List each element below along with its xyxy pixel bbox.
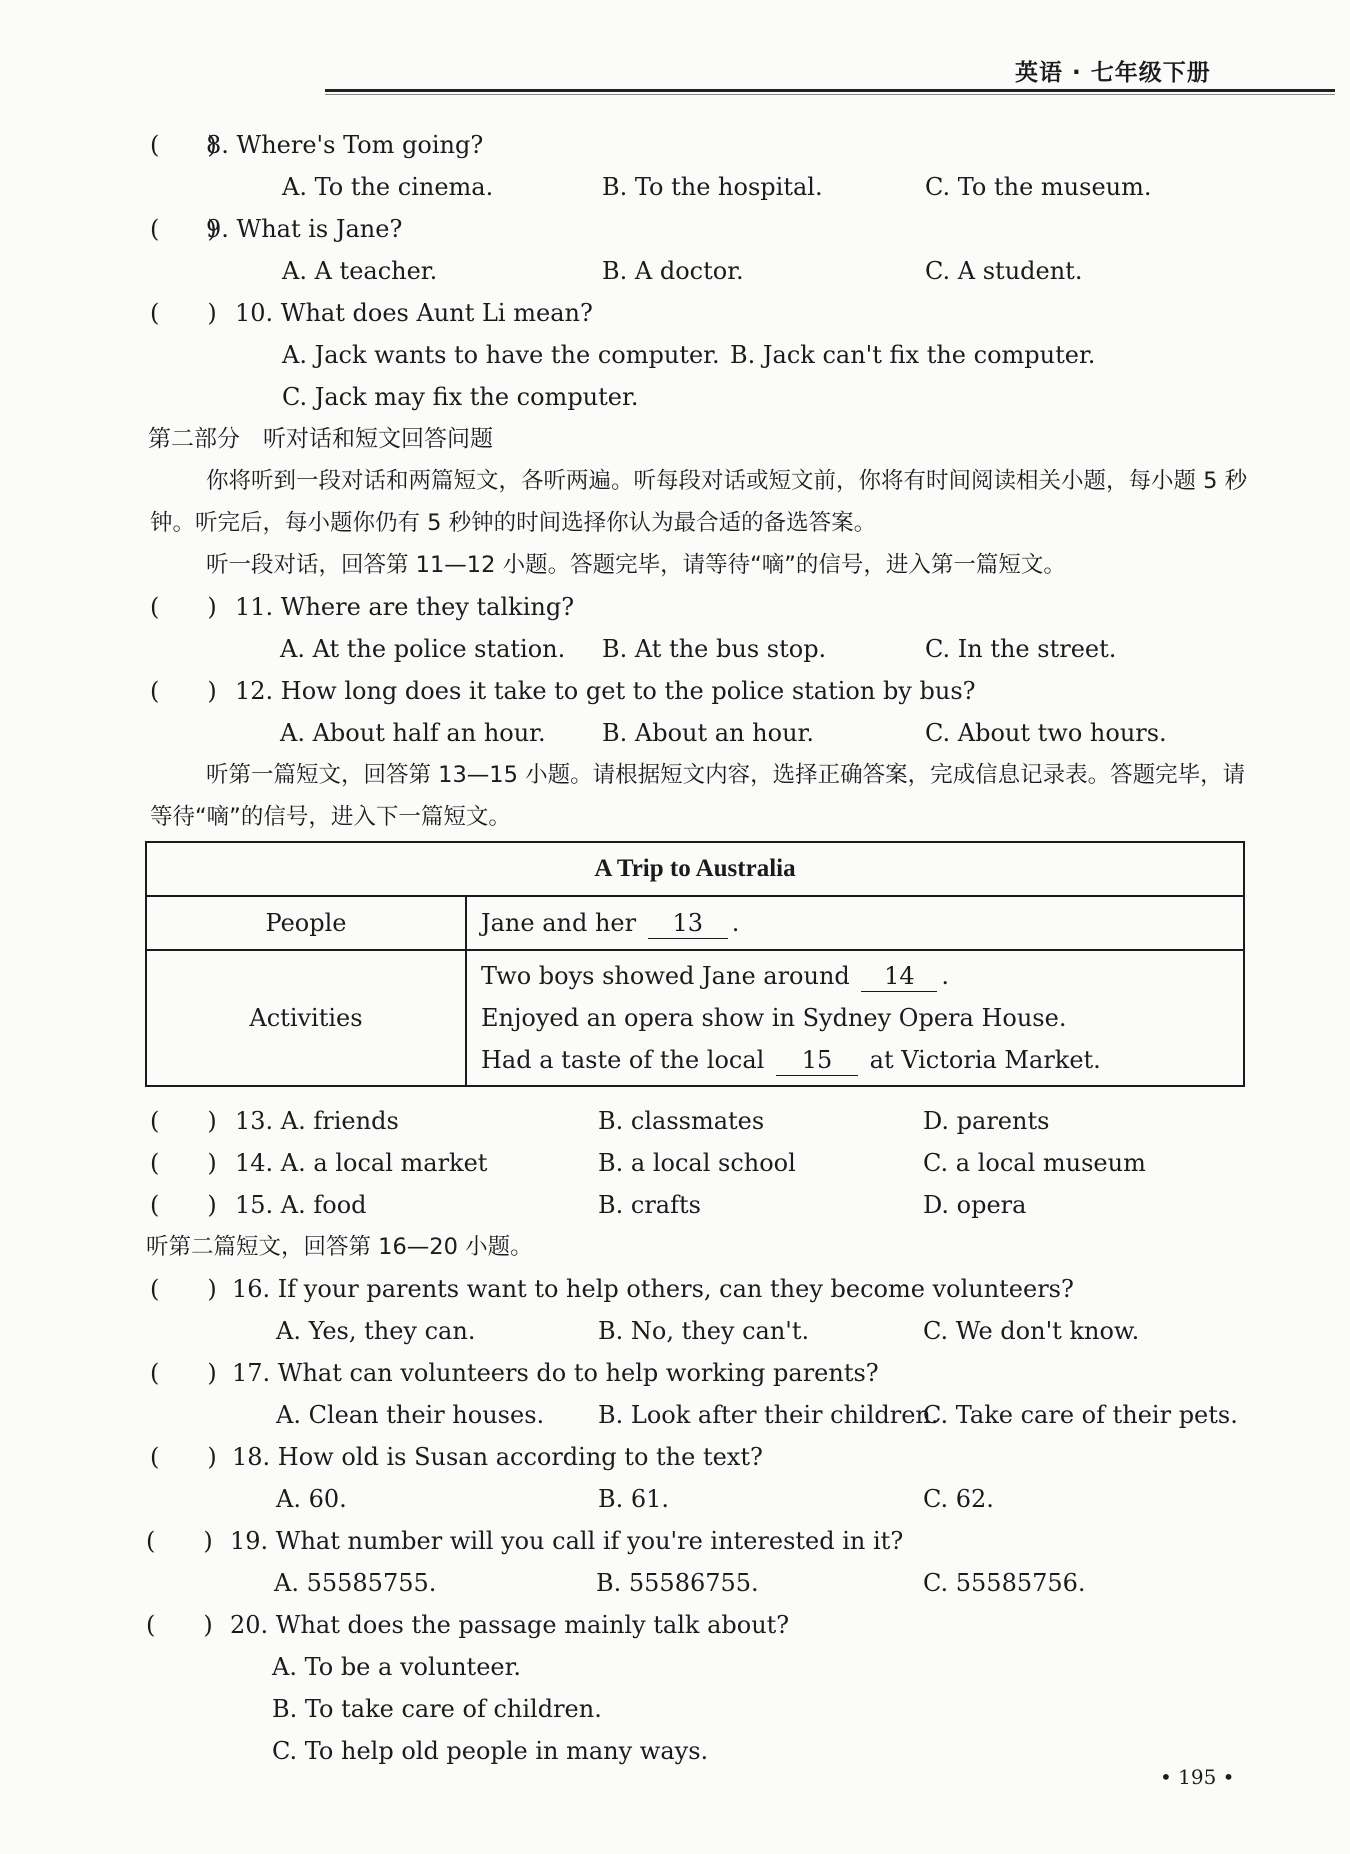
- question-10: [150, 292, 1250, 334]
- question-text: 16. If your parents want to help others, can they become volunteers?: [232, 1275, 1074, 1303]
- option-c: D. opera: [923, 1191, 1027, 1219]
- question-17: [150, 1352, 1250, 1394]
- option-c: C. In the street.: [925, 635, 1117, 663]
- question-9: [150, 208, 1250, 250]
- answer-paren[interactable]: ( ): [146, 1611, 213, 1639]
- answer-paren[interactable]: ( ): [150, 1443, 217, 1471]
- info-table: [145, 841, 1245, 1087]
- options-19: [150, 1562, 1250, 1604]
- option-c: C. Jack may fix the computer.: [282, 383, 639, 411]
- options-16: [150, 1310, 1250, 1352]
- question-text: 20. What does the passage mainly talk about?: [230, 1611, 790, 1639]
- people-cell: [466, 896, 1244, 950]
- question-15: [150, 1184, 1250, 1226]
- option-c: C. a local museum: [923, 1149, 1146, 1177]
- option-b: B. classmates: [598, 1107, 765, 1135]
- option-b: B. a local school: [598, 1149, 796, 1177]
- passage1-instruction: 听第一篇短文，回答第 13—15 小题。请根据短文内容，选择正确答案，完成信息记录表。答题完毕，请等待“嘀”的信号，进入下一篇短文。: [150, 762, 1246, 830]
- answer-paren[interactable]: ( ): [150, 1359, 217, 1387]
- activities-label: Activities: [146, 950, 466, 1086]
- answer-paren[interactable]: ( ): [146, 1527, 213, 1555]
- question-8: [150, 124, 1250, 166]
- option-a: A. To be a volunteer.: [272, 1653, 522, 1681]
- option-c: C. To help old people in many ways.: [272, 1737, 709, 1765]
- header-title: 英语 · 七年级下册: [1015, 60, 1211, 86]
- option-b: B. 55586755.: [596, 1569, 759, 1597]
- question-13: [150, 1100, 1250, 1142]
- section-intro: 你将听到一段对话和两篇短文，各听两遍。听每段对话或短文前，你将有时间阅读相关小题，每小题 5 秒钟。听完后，每小题你仍有 5 秒钟的时间选择你认为最合适的备选答案。: [150, 468, 1248, 536]
- activity-1: [481, 955, 1242, 997]
- option-a: A. Clean their houses.: [276, 1401, 545, 1429]
- people-label: People: [146, 896, 466, 950]
- question-14: [150, 1142, 1250, 1184]
- activity-3: [481, 1039, 1242, 1081]
- section-title: 第二部分 听对话和短文回答问题: [148, 426, 493, 452]
- blank-15[interactable]: 15: [776, 1045, 858, 1076]
- option-b: B. 61.: [598, 1485, 670, 1513]
- options-17: [150, 1394, 1250, 1436]
- option-b: B. No, they can't.: [598, 1317, 810, 1345]
- option-b: B. To the hospital.: [602, 173, 823, 201]
- option-b: B. To take care of children.: [272, 1695, 602, 1723]
- dialog-instruction: 听一段对话，回答第 11—12 小题。答题完毕，请等待“嘀”的信号，进入第一篇短文。: [206, 552, 1066, 578]
- header-rule: [325, 89, 1335, 92]
- blank-14[interactable]: 14: [861, 961, 937, 992]
- option-b: B. crafts: [598, 1191, 701, 1219]
- options-8: [150, 166, 1250, 208]
- question-16: [150, 1268, 1250, 1310]
- activity-3-end: at Victoria Market.: [869, 1046, 1101, 1074]
- option-b: B. Jack can't fix the computer.: [730, 341, 1096, 369]
- question-text: 18. How old is Susan according to the text?: [232, 1443, 763, 1471]
- question-text: 12. How long does it take to get to the police station by bus?: [235, 677, 976, 705]
- option-c: C. 62.: [923, 1485, 994, 1513]
- passage2-instruction: 听第二篇短文，回答第 16—20 小题。: [146, 1234, 533, 1260]
- option-a: A. Jack wants to have the computer.: [282, 341, 720, 369]
- option-a: A. About half an hour.: [280, 719, 546, 747]
- option-20-c: [150, 1730, 1250, 1772]
- activity-3-text: Had a taste of the local: [481, 1046, 765, 1074]
- question-12: [150, 670, 1250, 712]
- table-title: A Trip to Australia: [146, 842, 1244, 896]
- people-text: Jane and her: [481, 909, 637, 937]
- option-20-a: [150, 1646, 1250, 1688]
- people-end: .: [731, 909, 740, 937]
- question-11: [150, 586, 1250, 628]
- option-b: B. At the bus stop.: [602, 635, 827, 663]
- option-c: D. parents: [923, 1107, 1050, 1135]
- question-20: [146, 1604, 1250, 1646]
- page-content-lower: [146, 1100, 1250, 1772]
- options-10-row1: [150, 334, 1250, 376]
- options-12: [150, 712, 1250, 754]
- question-text: 15. A. food: [235, 1191, 367, 1219]
- activity-1-text: Two boys showed Jane around: [481, 962, 850, 990]
- options-11: [150, 628, 1250, 670]
- option-b: B. A doctor.: [602, 257, 744, 285]
- answer-paren[interactable]: ( ): [150, 677, 217, 705]
- question-text: 11. Where are they talking?: [235, 593, 575, 621]
- options-18: [150, 1478, 1250, 1520]
- option-a: A. A teacher.: [282, 257, 438, 285]
- answer-paren[interactable]: ( ): [150, 593, 217, 621]
- options-9: [150, 250, 1250, 292]
- answer-paren[interactable]: ( ): [150, 1275, 217, 1303]
- option-c: C. To the museum.: [925, 173, 1152, 201]
- header-rule-thin: [325, 94, 1335, 95]
- option-c: C. About two hours.: [925, 719, 1167, 747]
- option-c: C. A student.: [925, 257, 1083, 285]
- question-19: [146, 1520, 1250, 1562]
- question-text: 17. What can volunteers do to help working parents?: [232, 1359, 879, 1387]
- question-text: 13. A. friends: [235, 1107, 399, 1135]
- answer-paren[interactable]: ( ): [150, 131, 217, 159]
- question-text: 14. A. a local market: [235, 1149, 488, 1177]
- blank-13[interactable]: 13: [648, 908, 728, 939]
- activities-cell: [466, 950, 1244, 1086]
- option-a: A. Yes, they can.: [276, 1317, 476, 1345]
- activity-1-end: .: [941, 962, 950, 990]
- page-content: [150, 124, 1250, 838]
- activity-2: Enjoyed an opera show in Sydney Opera House.: [481, 1004, 1067, 1032]
- option-c: C. We don't know.: [923, 1317, 1140, 1345]
- option-c: C. Take care of their pets.: [923, 1401, 1238, 1429]
- question-18: [150, 1436, 1250, 1478]
- option-20-b: [150, 1688, 1250, 1730]
- answer-paren[interactable]: ( ): [150, 1149, 217, 1177]
- question-text: 9. What is Jane?: [206, 215, 403, 243]
- option-b: B. About an hour.: [602, 719, 814, 747]
- question-text: 19. What number will you call if you're interested in it?: [230, 1527, 904, 1555]
- option-a: A. To the cinema.: [282, 173, 494, 201]
- option-c: C. 55585756.: [923, 1569, 1086, 1597]
- option-a: A. 60.: [276, 1485, 347, 1513]
- page-number: • 195 •: [1160, 1765, 1235, 1789]
- answer-paren[interactable]: ( ): [150, 1107, 217, 1135]
- answer-paren[interactable]: ( ): [150, 299, 217, 327]
- question-text: 10. What does Aunt Li mean?: [235, 299, 593, 327]
- option-a: A. At the police station.: [280, 635, 566, 663]
- answer-paren[interactable]: ( ): [150, 215, 217, 243]
- options-10-row2: [150, 376, 1250, 418]
- option-a: A. 55585755.: [274, 1569, 437, 1597]
- question-text: 8. Where's Tom going?: [206, 131, 484, 159]
- option-b: B. Look after their children.: [598, 1401, 939, 1429]
- answer-paren[interactable]: ( ): [150, 1191, 217, 1219]
